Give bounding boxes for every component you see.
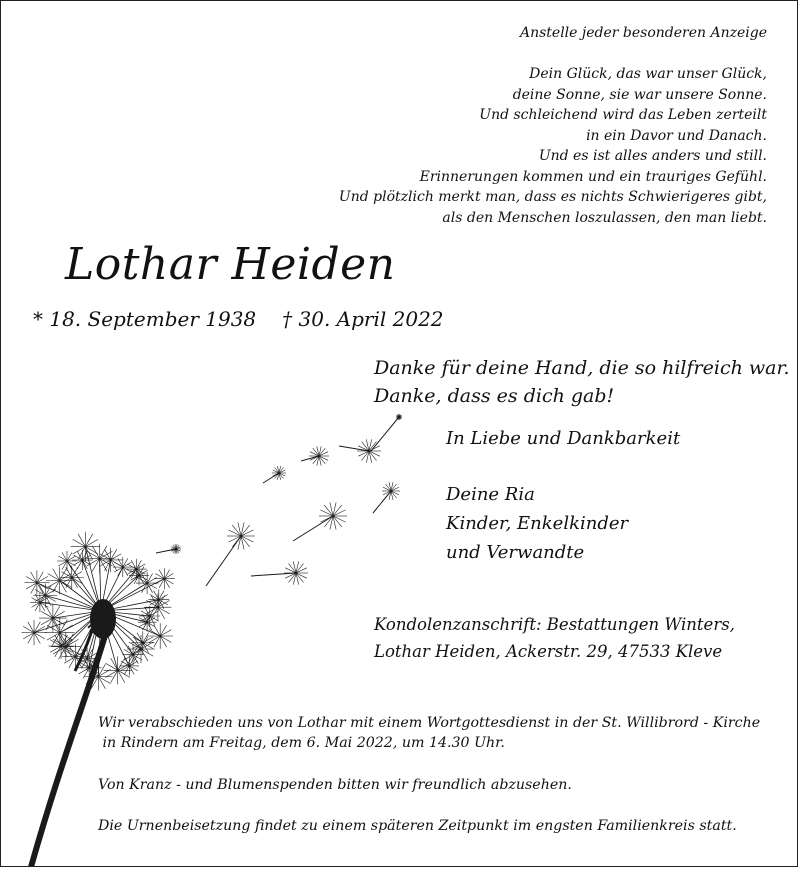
condolence-line: Kondolenzanschrift: Bestattungen Winters, — [374, 615, 735, 634]
condolence-line: Lothar Heiden, Ackerstr. 29, 47533 Kleve — [374, 642, 723, 661]
burial-notice: Die Urnenbeisetzung findet zu einem späteren Zeitpunkt im engsten Familienkreis statt. — [98, 818, 737, 834]
mourner-line: Deine Ria — [446, 484, 535, 505]
life-dates — [33, 307, 444, 331]
poem-line: Dein Glück, das war unser Glück, — [529, 66, 767, 82]
thanks-line: Danke, dass es dich gab! — [374, 385, 615, 407]
service-notice — [98, 713, 760, 753]
service-line: in Rindern am Freitag, dem 6. Mai 2022, um 14.30 Uhr. — [98, 735, 505, 751]
poem-line: in ein Davor und Danach. — [586, 127, 767, 144]
poem-line: Und es ist alles anders und still. — [538, 148, 767, 164]
poem — [339, 64, 767, 228]
condolence-address — [374, 611, 735, 665]
birth-date: * 18. September 1938 — [33, 307, 257, 331]
poem-line: Und plötzlich merkt man, dass es nichts Schwierigeres gibt, — [338, 189, 767, 205]
deceased-name: Lothar Heiden — [65, 239, 396, 290]
notice-intro: Anstelle jeder besonderen Anzeige — [519, 25, 767, 41]
thanks-line: Danke für deine Hand, die so hilfreich war. — [374, 357, 790, 379]
poem-line: deine Sonne, sie war unsere Sonne. — [512, 86, 767, 103]
poem-line: Erinnerungen kommen und ein trauriges Gefühl. — [419, 168, 767, 185]
thanks-block — [374, 354, 790, 410]
poem-line: als den Menschen loszulassen, den man liebt. — [442, 209, 767, 226]
mourner-line: und Verwandte — [446, 542, 585, 563]
poem-line: Und schleichend wird das Leben zerteilt — [479, 107, 767, 123]
service-line: Wir verabschieden uns von Lothar mit einem Wortgottesdienst in der St. Willibrord - Kirche — [98, 715, 761, 731]
mourner-line: Kinder, Enkelkinder — [446, 513, 629, 534]
mourners-block — [446, 480, 628, 567]
love-intro: In Liebe und Dankbarkeit — [446, 428, 681, 449]
flowers-notice: Von Kranz - und Blumenspenden bitten wir freundlich abzusehen. — [98, 777, 572, 793]
death-date: † 30. April 2022 — [282, 307, 444, 331]
